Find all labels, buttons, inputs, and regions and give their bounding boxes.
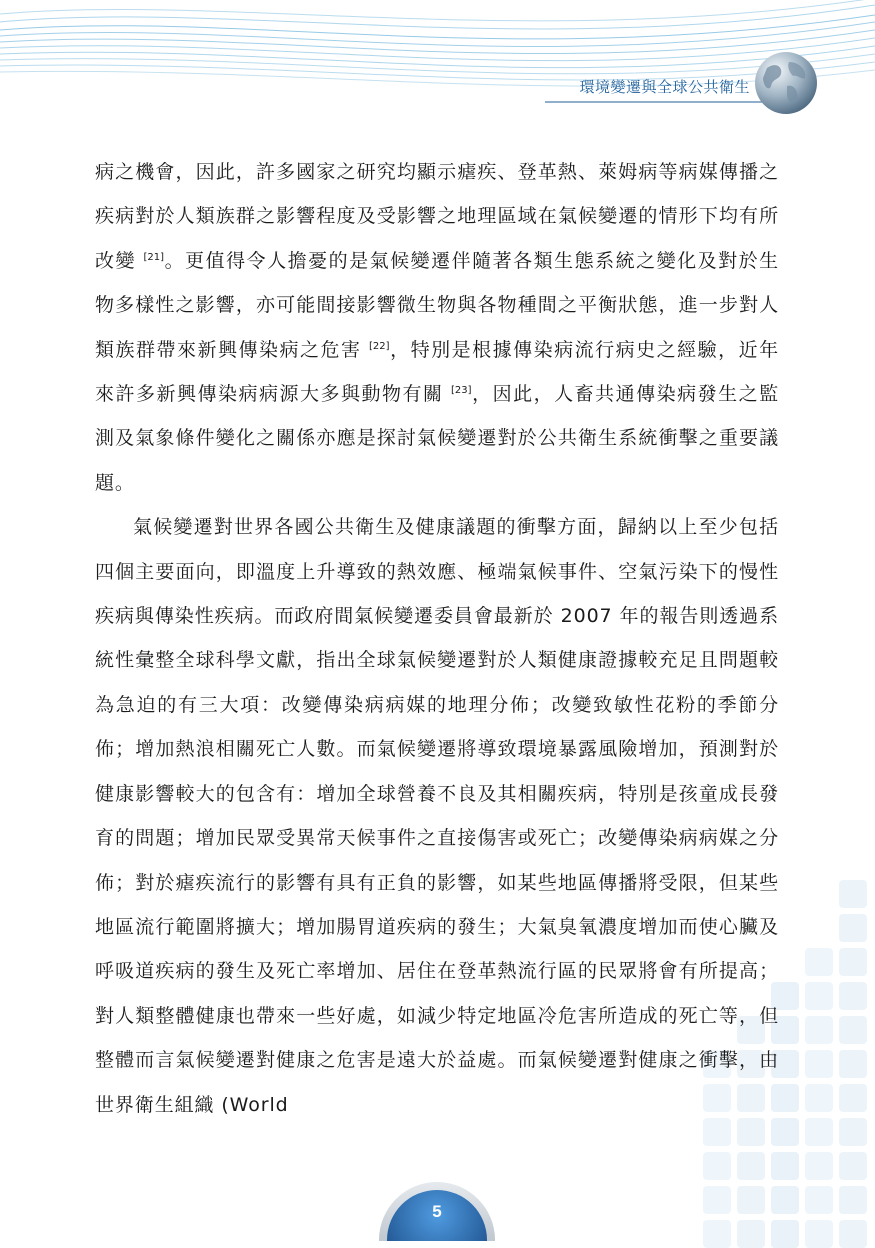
background-square — [771, 1186, 799, 1214]
page-number-badge — [377, 1178, 497, 1241]
background-square — [737, 1186, 765, 1214]
background-square — [839, 914, 867, 942]
body-text — [95, 150, 779, 1127]
background-square — [805, 982, 833, 1010]
header-wave-decoration — [0, 0, 875, 140]
background-square — [737, 1220, 765, 1248]
background-square — [805, 1084, 833, 1112]
background-square — [771, 1152, 799, 1180]
paragraph-1-text-b: 。更值得令人擔憂的是氣候變遷伴隨著各類生態系統之變化及對於生物多樣性之影響，亦可能間接影響微生物與各物種間之平衡狀態，進一步對人類族群帶來新興傳染病之危害 — [95, 249, 779, 361]
paragraph-1-text-c: ，特別是根據傳染病流行病史之經驗，近年來許多新興傳染病病源大多與動物有關 — [95, 338, 780, 406]
background-square — [771, 1220, 799, 1248]
citation-23: [23] — [451, 385, 472, 397]
paragraph-2: 氣候變遷對世界各國公共衛生及健康議題的衝擊方面，歸納以上至少包括四個主要面向，即溫度上升導致的熱效應、極端氣候事件、空氣污染下的慢性疾病與傳染性疾病。而政府間氣候變遷委員會最新於 2007 年的報告則透過系統性彙整全球科學文獻，指出全球氣候變遷對於人類健康證據較充足且問題較為急迫的有三大項：改變傳染病病媒的地理分佈；改變致敏性花粉的季節分佈；增加熱浪相關死亡人數。而氣候變遷將導致環境暴露風險增加，預測對於健康影響較大的包含有：增加全球營養不良及其相關疾病，特別是孩童成長發育的問題；增加民眾受異常天候事件之直接傷害或死亡；改變傳染病病媒之分佈；對於瘧疾流行的影響有具有正負的影響，如某些地區傳播將受限，但某些地區流行範圍將擴大；增加腸胃道疾病的發生；大氣臭氧濃度增加而使心臟及呼吸道疾病的發生及死亡率增加、居住在登革熱流行區的民眾將會有所提高；對人類整體健康也帶來一些好處，如減少特定地區冷危害所造成的死亡等，但整體而言氣候變遷對健康之危害是遠大於益處。而氣候變遷對健康之衝擊，由世界衛生組織 (World — [95, 516, 779, 1116]
background-square — [805, 1016, 833, 1044]
background-square — [839, 1152, 867, 1180]
background-square — [737, 1152, 765, 1180]
background-square — [805, 1152, 833, 1180]
paragraph-1-text-a: 病之機會，因此，許多國家之研究均顯示瘧疾、登革熱、萊姆病等病媒傳播之疾病對於人類族群之影響程度及受影響之地理區域在氣候變遷的情形下均有所改變 — [95, 161, 779, 272]
background-square — [805, 1220, 833, 1248]
page-number: 5 — [432, 1202, 442, 1221]
background-square — [839, 880, 867, 908]
background-square — [839, 1220, 867, 1248]
background-square — [805, 1050, 833, 1078]
background-square — [805, 1118, 833, 1146]
background-square — [703, 1186, 731, 1214]
background-square — [805, 1186, 833, 1214]
citation-22: [22] — [369, 340, 390, 352]
paragraph-1-text-d: ，因此，人畜共通傳染病發生之監測及氣象條件變化之關係亦應是探討氣候變遷對於公共衛生系統衝擊之重要議題。 — [95, 383, 779, 494]
paragraph-1 — [95, 150, 779, 505]
background-square — [839, 982, 867, 1010]
background-square — [703, 1152, 731, 1180]
background-square — [805, 948, 833, 976]
citation-21: [21] — [143, 251, 165, 263]
background-square — [703, 1220, 731, 1248]
globe-icon — [753, 50, 819, 116]
background-square — [839, 1084, 867, 1112]
running-header-title: 環境變遷與全球公共衛生 — [579, 78, 750, 96]
background-square — [839, 1050, 867, 1078]
background-square — [839, 1186, 867, 1214]
background-square — [839, 1118, 867, 1146]
background-square — [839, 948, 867, 976]
background-square — [839, 1016, 867, 1044]
